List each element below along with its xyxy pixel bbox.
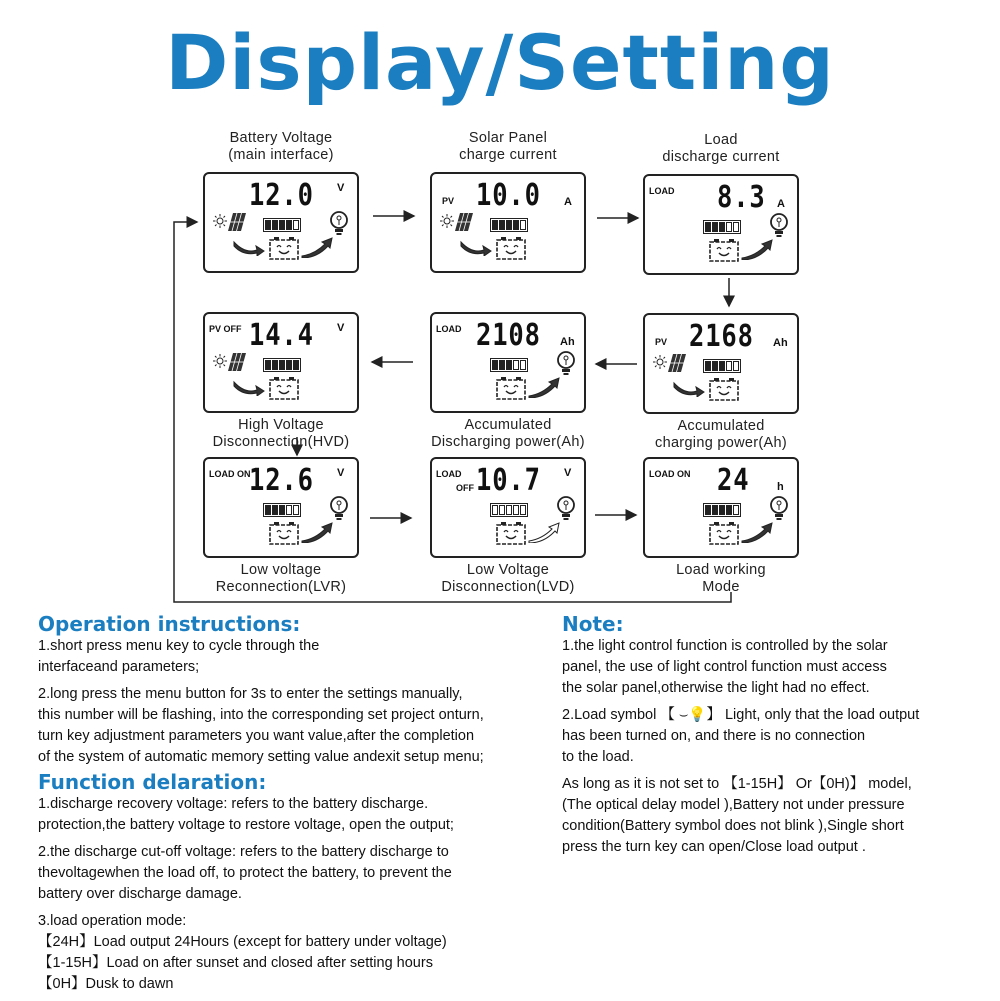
- function-item: [38, 911, 558, 995]
- solar-panel-icon: [667, 353, 687, 378]
- mode-tag: LOAD: [436, 324, 462, 334]
- battery-icon: [496, 376, 526, 405]
- lcd-value: 2168: [689, 319, 754, 354]
- page-title: Display/Setting: [165, 18, 835, 107]
- charge-flow-arrow-icon: [460, 238, 492, 261]
- operation-section: [38, 612, 558, 1001]
- charge-flow-arrow-icon: [233, 238, 265, 261]
- text-line: 2.the discharge cut-off voltage: refers to the battery discharge to: [38, 844, 449, 860]
- load-flow-arrow-icon: [528, 376, 560, 403]
- text-line: 【1-15H】Load on after sunset and closed after setting hours: [38, 955, 433, 971]
- text-line: 1.the light control function is controlled by the solar: [562, 638, 888, 654]
- lcd-screen: [643, 313, 799, 414]
- lcd-screen: [643, 457, 799, 558]
- battery-level-bars: [263, 358, 301, 372]
- screen-caption: [178, 417, 384, 451]
- text-line: 【0H】Dusk to dawn: [38, 976, 174, 992]
- note-item: [562, 636, 992, 699]
- charge-flow-arrow-icon: [233, 378, 265, 401]
- mode-tag: LOAD: [649, 186, 675, 196]
- mode-tag: LOAD ON: [209, 469, 251, 479]
- lcd-unit: V: [337, 182, 345, 194]
- text-line: 1.short press menu key to cycle through the: [38, 638, 320, 654]
- battery-level-bars: [490, 503, 528, 517]
- lcd-unit: Ah: [560, 336, 575, 348]
- text-line: 【24H】Load output 24Hours (except for battery under voltage): [38, 934, 447, 950]
- charge-flow-arrow-icon: [673, 379, 705, 402]
- caption-line: Accumulated: [464, 417, 552, 433]
- text-line: press the turn key can open/Close load output .: [562, 839, 866, 855]
- lcd-screen: [203, 457, 359, 558]
- caption-line: Battery Voltage: [229, 130, 333, 146]
- caption-line: discharge current: [662, 149, 780, 165]
- battery-icon: [496, 521, 526, 550]
- battery-icon: [496, 236, 526, 265]
- solar-panel-icon: [227, 212, 247, 237]
- function-item: [38, 794, 558, 836]
- text-line: of the system of automatic memory setting value andexit setup menu;: [38, 749, 484, 765]
- function-item: [38, 842, 558, 905]
- operation-item: [38, 684, 558, 768]
- caption-line: Mode: [702, 579, 740, 595]
- lcd-unit: A: [777, 198, 785, 210]
- screen-caption: [178, 130, 384, 164]
- lcd-unit: V: [337, 322, 345, 334]
- text-line: As long as it is not set to 【1-15H】 Or【0H)】 model,: [562, 776, 912, 792]
- operation-item: [38, 636, 558, 678]
- mode-tag: PV: [655, 337, 668, 347]
- lcd-value: 24: [717, 463, 750, 498]
- sun-icon: [213, 214, 227, 233]
- load-flow-arrow-icon: [301, 236, 333, 263]
- caption-line: Disconnection(HVD): [212, 434, 350, 450]
- battery-icon: [269, 236, 299, 265]
- screen-caption: [178, 562, 384, 596]
- caption-line: (main interface): [228, 147, 334, 163]
- battery-level-bars: [263, 503, 301, 517]
- load-flow-arrow-icon: [528, 521, 560, 548]
- caption-line: Load: [704, 132, 738, 148]
- caption-line: Low Voltage: [466, 562, 550, 578]
- battery-level-bars: [490, 358, 528, 372]
- lcd-unit: V: [337, 467, 345, 479]
- caption-line: High Voltage: [238, 417, 324, 433]
- lcd-unit: h: [777, 481, 784, 493]
- text-line: this number will be flashing, into the corresponding set project onturn,: [38, 707, 484, 723]
- text-line: has been turned on, and there is no connection: [562, 728, 866, 744]
- mode-tag: LOAD: [436, 469, 462, 479]
- lcd-value: 2108: [476, 318, 541, 353]
- lcd-value: 14.4: [249, 318, 314, 353]
- lcd-value: 10.0: [476, 178, 541, 213]
- lcd-screen: [203, 172, 359, 273]
- lcd-value: 12.0: [249, 178, 314, 213]
- screen-caption: [405, 130, 611, 164]
- load-flow-arrow-icon: [301, 521, 333, 548]
- battery-level-bars: [703, 503, 741, 517]
- battery-icon: [269, 376, 299, 405]
- battery-level-bars: [263, 218, 301, 232]
- caption-line: Accumulated: [677, 418, 765, 434]
- caption-line: Solar Panel: [468, 130, 548, 146]
- lcd-unit: V: [564, 467, 572, 479]
- caption-line: Discharging power(Ah): [431, 434, 585, 450]
- function-heading: Function delaration:: [38, 770, 267, 794]
- note-section: [562, 612, 992, 864]
- caption-line: Load working: [676, 562, 766, 578]
- text-line: 1.discharge recovery voltage: refers to the battery discharge.: [38, 796, 429, 812]
- text-line: thevoltagewhen the load off, to protect the battery, to prevent the: [38, 865, 452, 881]
- screen-caption: [618, 132, 824, 166]
- sun-icon: [213, 354, 227, 373]
- mode-tag: PV: [442, 196, 455, 206]
- caption-line: charging power(Ah): [655, 435, 787, 451]
- text-line: (The optical delay model ),Battery not under pressure: [562, 797, 905, 813]
- mode-tag-2: OFF: [456, 483, 474, 493]
- lcd-value: 12.6: [249, 463, 314, 498]
- lcd-screen: [203, 312, 359, 413]
- note-item: [562, 705, 992, 768]
- text-line: 2.Load symbol 【 ⌣💡】 Light, only that the load output: [562, 707, 920, 723]
- text-line: protection,the battery voltage to restore voltage, open the output;: [38, 817, 454, 833]
- load-flow-arrow-icon: [741, 521, 773, 548]
- note-heading: Note:: [562, 612, 624, 636]
- load-flow-arrow-icon: [741, 238, 773, 265]
- caption-line: Disconnection(LVD): [441, 579, 575, 595]
- solar-panel-icon: [454, 212, 474, 237]
- lcd-value: 8.3: [717, 180, 766, 215]
- lcd-screen: [430, 457, 586, 558]
- text-line: condition(Battery symbol does not blink ),Single short: [562, 818, 904, 834]
- lcd-screen: [430, 312, 586, 413]
- text-line: interfaceand parameters;: [38, 659, 200, 675]
- text-line: 3.load operation mode:: [38, 913, 187, 929]
- caption-line: charge current: [459, 147, 557, 163]
- text-line: the solar panel,otherwise the light had no effect.: [562, 680, 870, 696]
- sun-icon: [440, 214, 454, 233]
- lcd-value: 10.7: [476, 463, 541, 498]
- caption-line: Low voltage: [240, 562, 322, 578]
- text-line: turn key adjustment parameters you want value,after the completion: [38, 728, 475, 744]
- battery-level-bars: [703, 359, 741, 373]
- text-line: to the load.: [562, 749, 634, 765]
- caption-line: Reconnection(LVR): [215, 579, 347, 595]
- battery-icon: [269, 521, 299, 550]
- note-item: [562, 774, 992, 858]
- operation-heading: Operation instructions:: [38, 612, 301, 636]
- solar-panel-icon: [227, 352, 247, 377]
- text-line: battery over discharge damage.: [38, 886, 242, 902]
- battery-icon: [709, 238, 739, 267]
- battery-icon: [709, 377, 739, 406]
- text-line: panel, the use of light control function must access: [562, 659, 887, 675]
- sun-icon: [653, 355, 667, 374]
- lcd-unit: Ah: [773, 337, 788, 349]
- screen-caption: [618, 418, 824, 452]
- screen-caption: [618, 562, 824, 596]
- battery-level-bars: [703, 220, 741, 234]
- mode-tag: PV OFF: [209, 324, 242, 334]
- battery-level-bars: [490, 218, 528, 232]
- screen-caption: [405, 417, 611, 451]
- battery-icon: [709, 521, 739, 550]
- lcd-screen: [643, 174, 799, 275]
- mode-tag: LOAD ON: [649, 469, 691, 479]
- lcd-screen: [430, 172, 586, 273]
- screen-caption: [405, 562, 611, 596]
- lcd-unit: A: [564, 196, 572, 208]
- text-line: 2.long press the menu button for 3s to enter the settings manually,: [38, 686, 463, 702]
